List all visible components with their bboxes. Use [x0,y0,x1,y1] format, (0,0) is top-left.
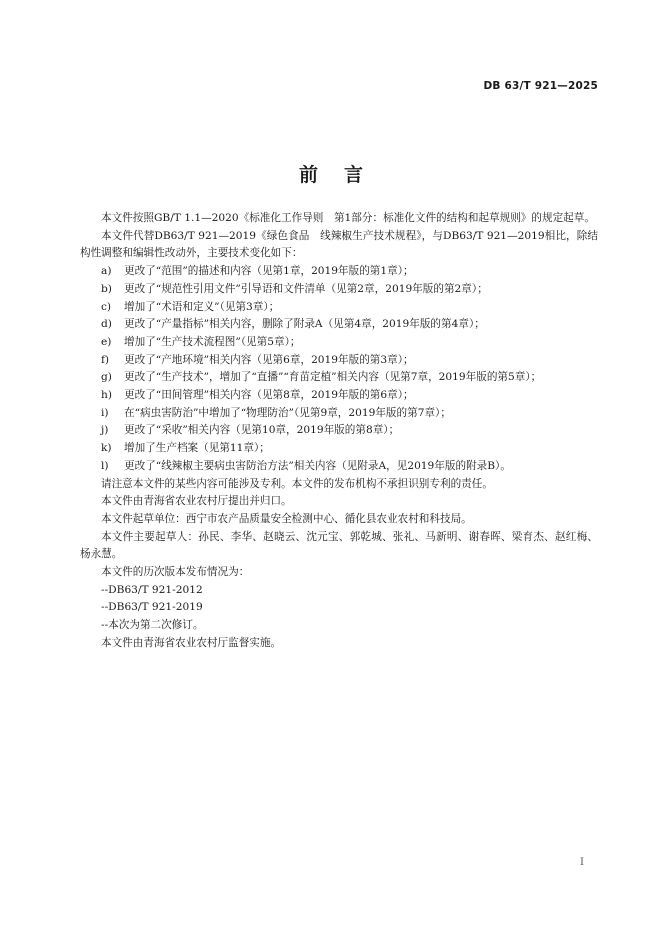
list-item-text: 更改了“采收”相关内容（见第10章，2019年版的第8章）； [124,424,400,437]
version-history-item: --本次为第二次修订。 [101,619,204,632]
list-item [80,440,598,458]
list-item-label: c) [101,300,112,313]
list-item-text: 更改了“生产技术”，增加了“直播”“育苗定植”相关内容（见第7章，2019年版的第5章）； [124,371,542,384]
page-title: 前言 [298,164,389,186]
list-item [80,369,598,387]
list-item-text: 更改了“规范性引用文件”引导语和文件清单（见第2章，2019年版的第2章）； [124,282,488,295]
list-item-text: 增加了生产档案（见第11章）； [124,442,270,455]
list-item [80,422,598,440]
list-item [80,299,598,317]
list-item-text: 更改了“范围”的描述和内容（见第1章，2019年版的第1章）； [124,265,414,278]
document-code: DB 63/T 921—2025 [483,80,598,92]
list-item-text: 增加了“术语和定义”（见第3章）； [124,300,280,313]
patent-notice: 请注意本文件的某些内容可能涉及专利。本文件的发布机构不承担识别专利的责任。 [101,477,493,490]
list-item-text: 更改了“产地环境”相关内容（见第6章，2019年版的第3章）； [124,353,414,366]
list-item-label: j) [101,424,109,437]
list-item-label: a) [101,265,112,278]
list-item-label: i) [101,406,109,419]
list-item [80,334,598,352]
version-history-item: --DB63/T 921-2012 [101,583,203,596]
document-body [80,210,598,653]
changes-list [80,263,598,475]
intro-paragraph-replacement: 本文件代替DB63/T 921—2019《绿色食品 线辣椒生产技术规程》，与DB63/T 921—2019相比，除结构性调整和编辑性改动外，主要技术变化如下： [80,229,598,260]
list-item-text: 更改了“田间管理”相关内容（见第8章，2019年版的第6章）； [124,389,414,402]
version-history-item: --DB63/T 921-2019 [101,601,203,614]
page-number: I [580,857,584,868]
list-item [80,458,598,476]
intro-paragraph-drafting: 本文件按照GB/T 1.1—2020《标准化工作导则 第1部分：标准化文件的结构和起草规则》的规定起草。 [101,212,595,224]
list-item-text: 增加了“生产技术流程图”（见第5章）； [124,335,301,348]
list-item-text: 在“病虫害防治”中增加了“物理防治”（见第9章，2019年版的第7章）； [124,406,451,419]
list-item [80,316,598,334]
list-item-text: 更改了“线辣椒主要病虫害防治方法”相关内容（见附录A，见2019年版的附录B）。 [124,459,511,472]
list-item-label: b) [101,282,112,295]
version-history-heading: 本文件的历次版本发布情况为： [101,566,250,579]
list-item [80,352,598,370]
list-item [80,387,598,405]
list-item-text: 更改了“产量指标”相关内容，删除了附录A（见第4章，2019年版的第4章）； [124,318,485,331]
list-item [80,281,598,299]
list-item-label: h) [101,389,112,402]
list-item [80,405,598,423]
drafting-organizations: 本文件起草单位：西宁市农产品质量安全检测中心、循化县农业农村和科技局。 [101,512,472,525]
list-item-label: k) [101,442,112,455]
proposer-statement: 本文件由青海省农业农村厅提出并归口。 [101,495,292,508]
list-item-label: g) [101,371,112,384]
list-item [80,263,598,281]
drafters: 本文件主要起草人：孙民、李华、赵晓云、沈元宝、郭乾城、张礼、马新明、谢春晖、梁育杰、赵红梅、杨永慧。 [80,530,598,561]
supervision-statement: 本文件由青海省农业农村厅监督实施。 [101,636,282,649]
list-item-label: d) [101,318,112,331]
list-item-label: e) [101,335,112,348]
list-item-label: l) [101,459,109,472]
list-item-label: f) [101,353,110,366]
